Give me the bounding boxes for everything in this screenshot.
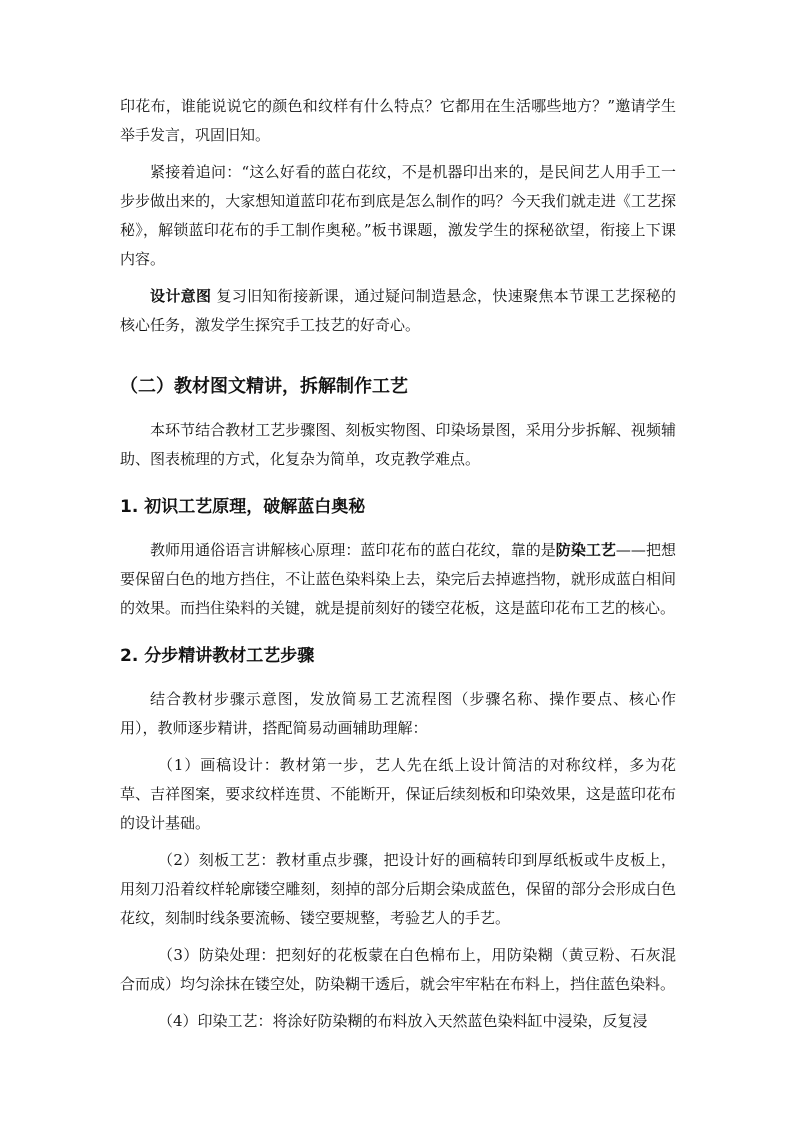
subsection-1-bold-term: 防染工艺 xyxy=(555,541,616,559)
subsection-heading-2: 2. 分步精讲教材工艺步骤 xyxy=(120,646,315,666)
subsection-1-paragraph xyxy=(120,536,676,623)
design-intent-text: 复习旧知衔接新课，通过疑问制造悬念，快速聚焦本节课工艺探秘的核心任务，激发学生探究手工技艺的好奇心。 xyxy=(120,287,676,334)
subsection-1-text-before: 教师用通俗语言讲解核心原理：蓝印花布的蓝白花纹，靠的是 xyxy=(150,541,556,559)
document-page xyxy=(120,92,676,1036)
step-item-3: （3）防染处理：把刻好的花板蒙在白色棉布上，用防染糊（黄豆粉、石灰混合而成）均匀涂抹在镂空处，防染糊干透后，就会牢牢粘在布料上，挡住蓝色染料。 xyxy=(120,946,676,993)
design-intent-label: 设计意图 xyxy=(150,287,212,305)
intro-paragraph-1: 印花布，谁能说说它的颜色和纹样有什么特点？它都用在生活哪些地方？”邀请学生举手发言，巩固旧知。 xyxy=(120,97,676,144)
step-item-1: （1）画稿设计：教材第一步，艺人先在纸上设计简洁的对称纹样，多为花草、吉祥图案，要求纹样连贯、不能断开，保证后续刻板和印染效果，这是蓝印花布的设计基础。 xyxy=(120,756,676,832)
step-item-4: （4）印染工艺：将涂好防染糊的布料放入天然蓝色染料缸中浸染，反复浸 xyxy=(158,1012,648,1030)
section-2-intro: 本环节结合教材工艺步骤图、刻板实物图、印染场景图，采用分步拆解、视频辅助、图表梳理的方式，化复杂为简单，攻克教学难点。 xyxy=(120,421,676,468)
step-item-2: （2）刻板工艺：教材重点步骤，把设计好的画稿转印到厚纸板或牛皮板上，用刻刀沿着纹样轮廓镂空雕刻，刻掉的部分后期会染成蓝色，保留的部分会形成白色花纹，刻制时线条要流畅、镂空要规整，考验艺人的手艺。 xyxy=(120,851,676,927)
intro-paragraph-2: 紧接着追问：“这么好看的蓝白花纹，不是机器印出来的，是民间艺人用手工一步步做出来的，大家想知道蓝印花布到底是怎么制作的吗？今天我们就走进《工艺探秘》，解锁蓝印花布的手工制作奥秘。”板书课题，激发学生的探秘欲望，衔接上下课内容。 xyxy=(120,163,676,268)
design-intent-paragraph xyxy=(120,282,676,340)
subsection-1-text-after: ——把想要保留白色的地方挡住，不让蓝色染料染上去，染完后去掉遮挡物，就形成蓝白相间的效果。而挡住染料的关键，就是提前刻好的镂空花板，这是蓝印花布工艺的核心。 xyxy=(120,541,676,617)
subsection-2-intro: 结合教材步骤示意图，发放简易工艺流程图（步骤名称、操作要点、核心作用），教师逐步精讲，搭配简易动画辅助理解： xyxy=(120,690,676,737)
section-heading-2: （二）教材图文精讲，拆解制作工艺 xyxy=(120,376,408,397)
subsection-heading-1: 1. 初识工艺原理，破解蓝白奥秘 xyxy=(120,497,366,517)
